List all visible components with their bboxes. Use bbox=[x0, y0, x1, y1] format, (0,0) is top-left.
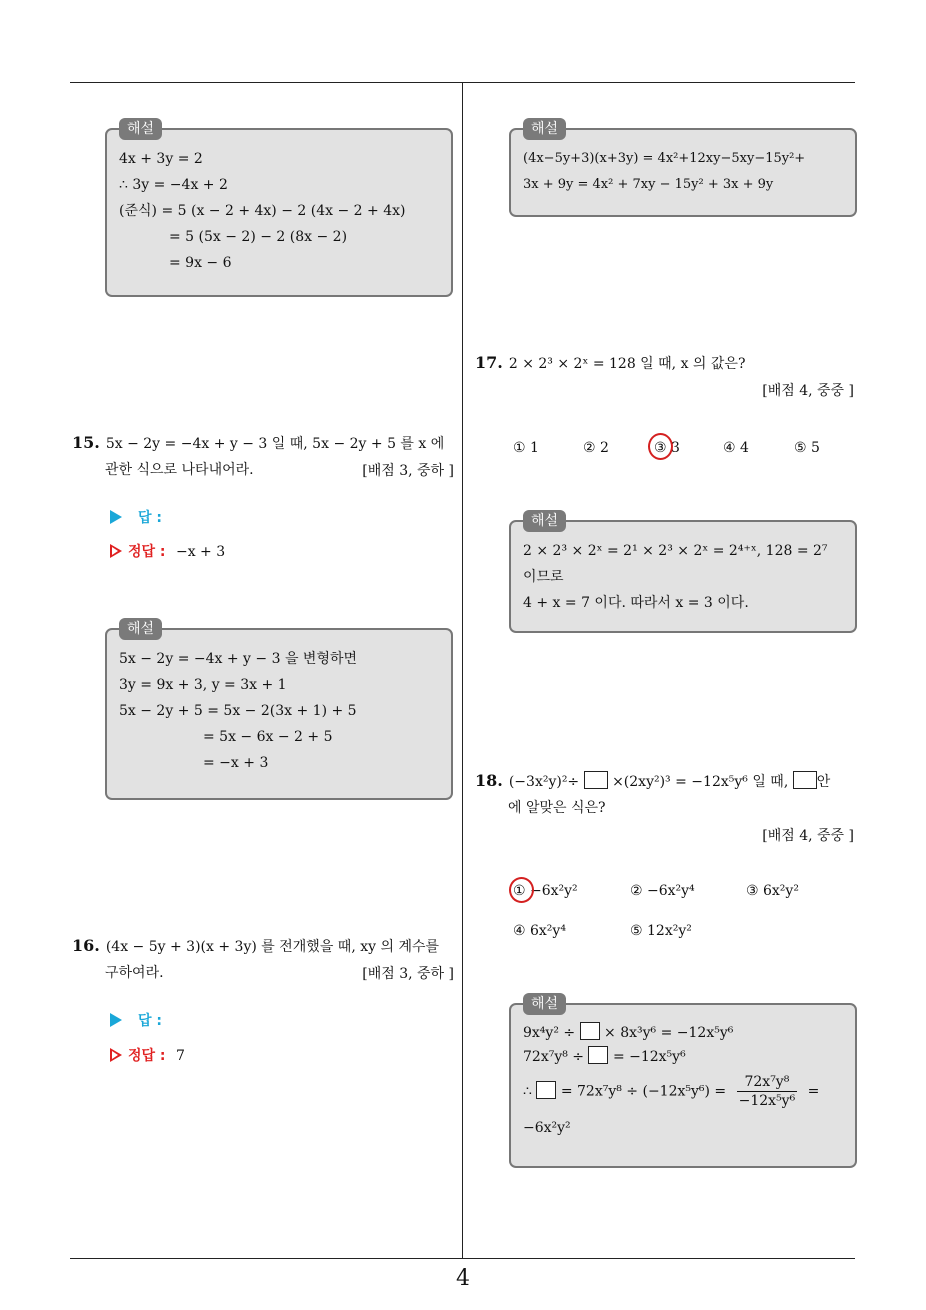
solution-tag: 해설 bbox=[523, 118, 566, 140]
question-number: 16. bbox=[72, 936, 100, 955]
question-17 bbox=[475, 350, 860, 377]
solution-tag: 해설 bbox=[119, 618, 162, 640]
solution-line: (4x−5y+3)(x+3y) = 4x²+12xy−5xy−15y²+ bbox=[523, 151, 806, 166]
outline-triangle-icon bbox=[110, 544, 122, 558]
option-1[interactable]: ① 1 bbox=[513, 440, 539, 456]
question-number: 17. bbox=[475, 353, 503, 372]
question-score: [배점 4, 중중 ] bbox=[762, 383, 854, 399]
calc-label: (준식) bbox=[119, 203, 157, 219]
option-5[interactable]: ⑤ 5 bbox=[794, 440, 820, 456]
option-4[interactable]: ④ 6x²y⁴ bbox=[513, 923, 566, 939]
question-score: [배점 3, 중하 ] bbox=[362, 463, 454, 479]
page-number: 4 bbox=[456, 1266, 470, 1291]
solution-box-17 bbox=[509, 513, 857, 633]
question-text: (−3x²y)²÷ bbox=[508, 774, 580, 790]
answer-label: 답 : bbox=[110, 1010, 162, 1030]
blank-box bbox=[588, 1046, 608, 1064]
blank-box bbox=[584, 771, 608, 789]
solution-line: = 5 (5x − 2) − 2 (8x − 2) bbox=[169, 229, 348, 245]
solution-line: 3y = 9x + 3, y = 3x + 1 bbox=[119, 677, 287, 693]
blank-box bbox=[536, 1081, 556, 1099]
question-text: 구하여라. bbox=[105, 965, 164, 981]
solution-line: 이므로 bbox=[523, 569, 564, 585]
question-18 bbox=[475, 768, 860, 821]
option-1[interactable]: ① −6x²y² bbox=[513, 883, 578, 899]
solution-tag: 해설 bbox=[523, 510, 566, 532]
question-text: 관한 식으로 나타내어라. bbox=[105, 462, 254, 478]
fraction: $\frac{\text{72x⁷y⁸}}{\text{−12x⁵y⁶}}$ bbox=[738, 1074, 796, 1109]
solution-line: 2 × 2³ × 2ˣ = 2¹ × 2³ × 2ˣ = 2⁴⁺ˣ, 128 = 2⁷ bbox=[523, 543, 828, 559]
bottom-rule bbox=[70, 1258, 855, 1259]
selected-answer-circle bbox=[509, 877, 534, 903]
question-text: ×(2xy²)³ = −12x⁵y⁶ 일 때, bbox=[612, 774, 789, 790]
question-text: (4x − 5y + 3)(x + 3y) 를 전개했을 때, xy 의 계수를 bbox=[105, 939, 440, 955]
solution-line: 9x⁴y² ÷ × 8x³y⁶ = −12x⁵y⁶ bbox=[523, 1021, 845, 1045]
play-triangle-icon bbox=[110, 510, 122, 524]
question-score: [배점 4, 중중 ] bbox=[762, 828, 854, 844]
blank-box bbox=[580, 1022, 600, 1040]
solution-line bbox=[119, 198, 441, 224]
calc-expression: = 5 (x − 2 + 4x) − 2 (4x − 2 + 4x) bbox=[161, 203, 406, 219]
correct-answer bbox=[110, 541, 225, 561]
question-text: 에 알맞은 식은? bbox=[508, 800, 606, 816]
solution-line: 72x⁷y⁸ ÷ = −12x⁵y⁶ bbox=[523, 1045, 845, 1069]
option-3[interactable]: ③ 3 bbox=[654, 440, 680, 456]
question-text: 5x − 2y = −4x + y − 3 일 때, 5x − 2y + 5 를 x 에 bbox=[105, 436, 445, 452]
solution-line: −6x²y² bbox=[523, 1120, 571, 1136]
solution-tag: 해설 bbox=[523, 993, 566, 1015]
question-number: 15. bbox=[72, 433, 100, 452]
solution-line: ∴ = 72x⁷y⁸ ÷ (−12x⁵y⁶) = $\frac{\text{72x⁷y⁸}}{\text{−12x⁵y⁶}}$ = bbox=[523, 1074, 820, 1109]
solution-line: ∴ 3y = −4x + 2 bbox=[119, 177, 228, 193]
solution-line: = −x + 3 bbox=[203, 755, 269, 771]
solution-line: 4x + 3y = 2 bbox=[119, 151, 203, 167]
question-text: 2 × 2³ × 2ˣ = 128 일 때, x 의 값은? bbox=[508, 356, 746, 372]
option-3[interactable]: ③ 6x²y² bbox=[746, 883, 799, 899]
outline-triangle-icon bbox=[110, 1048, 122, 1062]
solution-tag: 해설 bbox=[119, 118, 162, 140]
question-score: [배점 3, 중하 ] bbox=[362, 966, 454, 982]
option-2[interactable]: ② 2 bbox=[583, 440, 609, 456]
correct-value: −x + 3 bbox=[175, 544, 226, 560]
blank-box bbox=[793, 771, 817, 789]
solution-box-16 bbox=[509, 121, 857, 217]
option-4[interactable]: ④ 4 bbox=[723, 440, 749, 456]
question-number: 18. bbox=[475, 771, 503, 790]
solution-box-18 bbox=[509, 996, 857, 1168]
column-divider bbox=[462, 83, 463, 1259]
solution-line: 5x − 2y = −4x + y − 3 을 변형하면 bbox=[119, 651, 358, 667]
solution-line: = 5x − 6x − 2 + 5 bbox=[203, 729, 333, 745]
correct-value: 7 bbox=[175, 1048, 185, 1064]
solution-line: 4 + x = 7 이다. 따라서 x = 3 이다. bbox=[523, 595, 749, 611]
solution-box-15 bbox=[105, 621, 453, 800]
solution-box-14 bbox=[105, 121, 453, 297]
answer-label: 답 : bbox=[110, 507, 162, 527]
question-text: 안 bbox=[816, 774, 831, 790]
play-triangle-icon bbox=[110, 1013, 122, 1027]
correct-answer bbox=[110, 1045, 185, 1065]
solution-line: 3x + 9y = 4x² + 7xy − 15y² + 3x + 9y bbox=[523, 177, 774, 192]
solution-line: 5x − 2y + 5 = 5x − 2(3x + 1) + 5 bbox=[119, 703, 357, 719]
selected-answer-circle bbox=[648, 433, 673, 460]
solution-line: = 9x − 6 bbox=[169, 255, 232, 271]
correct-label: 정답 : bbox=[128, 544, 166, 560]
option-2[interactable]: ② −6x²y⁴ bbox=[630, 883, 695, 899]
option-5[interactable]: ⑤ 12x²y² bbox=[630, 923, 692, 939]
correct-label: 정답 : bbox=[128, 1048, 166, 1064]
